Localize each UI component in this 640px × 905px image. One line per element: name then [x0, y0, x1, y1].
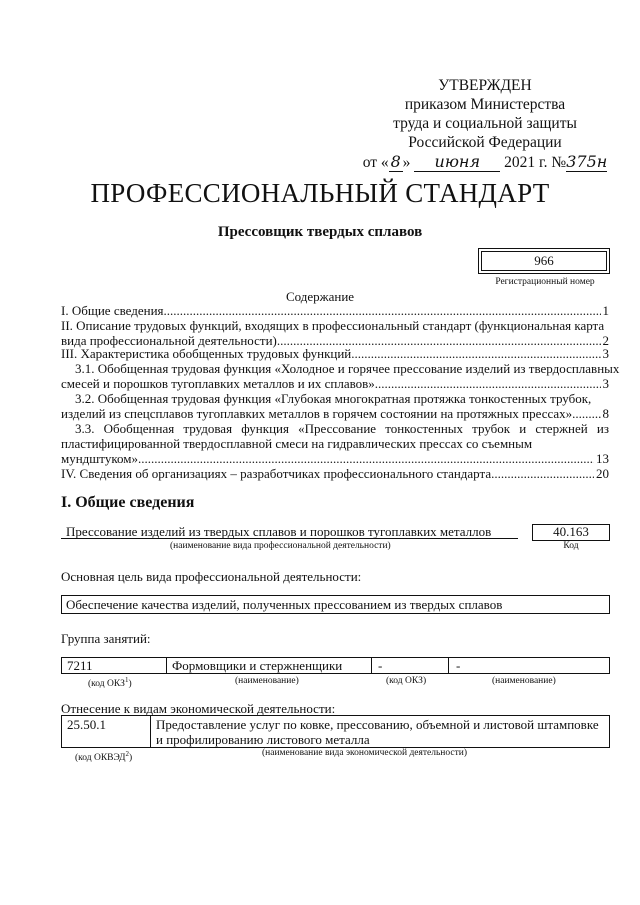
toc-item-1[interactable]	[61, 303, 609, 318]
toc-item-3[interactable]	[61, 346, 609, 361]
okz-name-caption-2: (наименование)	[492, 676, 556, 686]
approval-order: приказом Министерства	[404, 96, 566, 113]
code-caption: Код	[563, 541, 579, 551]
group-label: Группа занятий:	[61, 631, 151, 646]
toc-page: 2	[602, 333, 609, 348]
date-month: июня	[414, 152, 500, 172]
activity-caption: (наименование вида профессиональной деятельности)	[170, 541, 391, 551]
toc-item-label: I. Общие сведения	[61, 303, 164, 318]
toc-item-label: 3.2. Обобщенная трудовая функция «Глубокая многократная протяжка тонкостенных трубок,	[75, 391, 592, 406]
okz-name-1: Формовщики и стержненщики	[172, 658, 343, 673]
goal-text: Обеспечение качества изделий, полученных прессованием из твердых сплавов	[66, 597, 503, 612]
okved-name-line2: и профилированию листового металла	[156, 732, 370, 747]
group-divider	[371, 657, 372, 674]
econ-label: Отнесение к видам экономической деятельности:	[61, 701, 336, 716]
toc-page: 3	[602, 346, 609, 361]
okved-name-caption: (наименование вида экономической деятельности)	[262, 748, 467, 758]
registration-number-box: 966	[478, 248, 610, 274]
group-divider	[166, 657, 167, 674]
date-mid: »	[402, 154, 411, 171]
approval-country: Российской Федерации	[408, 134, 562, 151]
registration-number-label: Регистрационный номер	[495, 277, 595, 287]
toc-item-label: III. Характеристика обобщенных трудовых функций	[61, 346, 352, 361]
toc-item-label-cont: изделий из спецсплавов тугоплавких металлов в горячем состоянии на протяжных прессах»	[61, 406, 573, 421]
approval-ministry: труда и социальной защиты	[393, 115, 577, 132]
section-heading: I. Общие сведения	[61, 494, 195, 511]
okz-code-caption: (код ОКЗ$^1$)	[88, 676, 132, 690]
okz-name-caption: (наименование)	[235, 676, 299, 686]
toc-item-3-3[interactable]	[61, 421, 609, 466]
toc-item-label-cont: смесей и порошков тугоплавких металлов и их сплавов»	[61, 376, 375, 391]
date-day: 8	[390, 152, 401, 171]
okved-code: 25.50.1	[67, 717, 106, 732]
document-title: ПРОФЕССИОНАЛЬНЫЙ СТАНДАРТ	[90, 178, 550, 208]
toc-page: 8	[602, 406, 609, 421]
toc-item-label: 3.3. Обобщенная трудовая функция «Прессование тонкостенных трубок и стержней из пластифицированной твердосплавной смеси на гидравлических прессах со съемным	[61, 421, 609, 451]
toc-item-4[interactable]	[61, 466, 609, 481]
activity-name: Прессование изделий из твердых сплавов и порошков тугоплавких металлов	[66, 524, 492, 539]
toc-page: 20	[596, 466, 609, 481]
toc-page: 3	[602, 376, 609, 391]
okz-code-1: 7211	[67, 658, 93, 673]
toc-page: 1	[602, 303, 609, 318]
okved-code-caption: (код ОКВЭД$^2$)	[75, 750, 133, 764]
toc-item-label: II. Описание трудовых функций, входящих в профессиональный стандарт (функциональная карта	[61, 318, 605, 333]
approval-date-line	[330, 152, 640, 172]
okz-name-2: -	[456, 658, 461, 673]
goal-label: Основная цель вида профессиональной деятельности:	[61, 569, 362, 584]
okved-divider	[150, 715, 151, 748]
toc-item-3-1[interactable]	[61, 361, 620, 391]
okz-code-2: -	[378, 658, 383, 673]
toc-item-2[interactable]	[61, 318, 609, 348]
okz-code-caption-2: (код ОКЗ)	[386, 676, 427, 686]
date-prefix: от «	[362, 154, 389, 171]
toc-item-label: IV. Сведения об организациях – разработчиках профессионального стандарта	[61, 466, 492, 481]
okved-name-line1: Предоставление услуг по ковке, прессованию, объемной и листовой штамповке	[156, 717, 599, 732]
profession-title: Прессовщик твердых сплавов	[217, 224, 423, 240]
approval-title: УТВЕРЖДЕН	[438, 77, 532, 94]
toc-page: 13	[596, 451, 609, 466]
date-year: 2021 г. №	[504, 154, 567, 171]
approval-block	[330, 76, 640, 172]
toc-item-3-2[interactable]	[61, 391, 609, 421]
order-number: 375н	[566, 152, 608, 171]
group-divider	[448, 657, 449, 674]
toc-item-label-cont: мундштуком»	[61, 451, 138, 466]
toc-item-label: 3.1. Обобщенная трудовая функция «Холодное и горячее прессование изделий из твердосплавных	[75, 361, 620, 376]
contents-heading: Содержание	[285, 289, 355, 304]
toc-item-label-cont: вида профессиональной деятельности)	[61, 333, 277, 348]
activity-code: 40.163	[553, 524, 589, 539]
